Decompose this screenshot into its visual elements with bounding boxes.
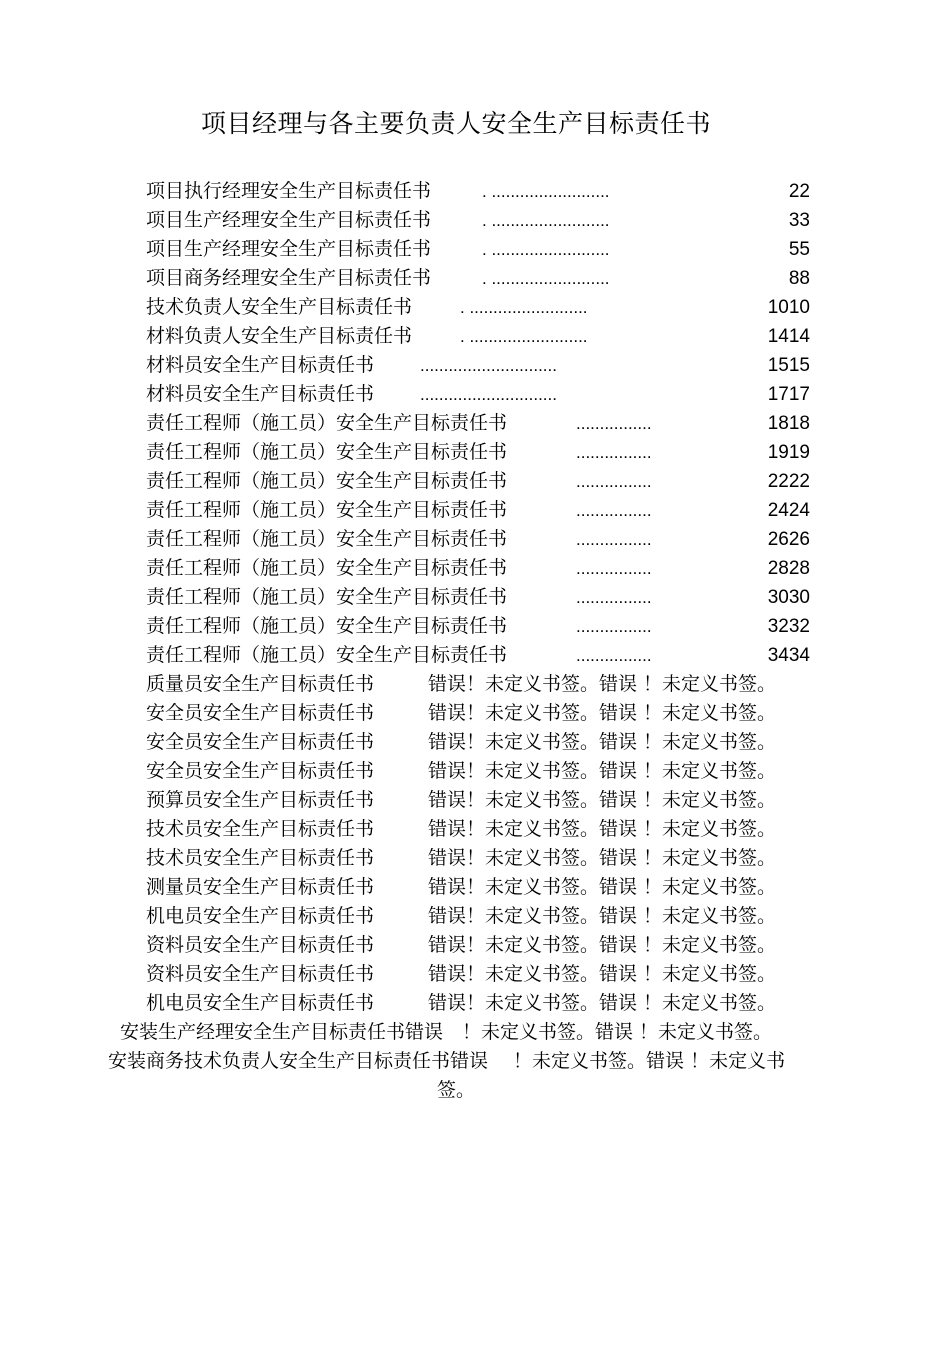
toc-entry-label: 责任工程师（施工员）安全生产目标责任书: [146, 586, 508, 608]
toc-entry-error-text: 错误！未定义书签。错误 ！未定义书签。: [428, 905, 777, 927]
toc-tail-text: 安装生产经理安全生产目标责任书错误 ！未定义书签。错误 ！未定义书签。: [120, 1021, 773, 1043]
toc-entry-error-text: 错误！未定义书签。错误 ！未定义书签。: [428, 760, 777, 782]
toc-entry-label: 项目商务经理安全生产目标责任书: [146, 267, 432, 289]
toc-error-entry[interactable]: [0, 815, 950, 844]
document-title: 项目经理与各主要负责人安全生产目标责任书: [200, 109, 711, 138]
toc-entry-leader: ................: [576, 617, 652, 636]
toc-entry-leader: . .........................: [482, 211, 610, 230]
toc-entry-error-text: 错误！未定义书签。错误 ！未定义书签。: [428, 818, 777, 840]
toc-entry-leader: ................: [576, 646, 652, 665]
toc-entry-label: 责任工程师（施工员）安全生产目标责任书: [146, 644, 508, 666]
toc-error-entry[interactable]: [0, 931, 950, 960]
toc-entry-leader: . .........................: [482, 240, 610, 259]
toc-entry-page-number: 1818: [767, 413, 810, 434]
toc-error-entry[interactable]: [0, 728, 950, 757]
toc-entry[interactable]: [0, 322, 950, 351]
toc-entry-label: 预算员安全生产目标责任书: [146, 789, 375, 811]
toc-entry-label: 责任工程师（施工员）安全生产目标责任书: [146, 557, 508, 579]
toc-entry-page-number: 2222: [767, 471, 810, 492]
toc-entry-leader: . .........................: [482, 269, 610, 288]
toc-entry-label: 安全员安全生产目标责任书: [146, 760, 375, 782]
toc-entry-page-number: 1919: [767, 442, 810, 463]
toc-entry[interactable]: [0, 525, 950, 554]
toc-entry-page-number: 3434: [767, 645, 810, 666]
toc-entry-page-number: 22: [788, 181, 810, 202]
toc-tail-text: 签。: [436, 1079, 475, 1101]
toc-error-entry[interactable]: [0, 786, 950, 815]
toc-error-entry[interactable]: [0, 873, 950, 902]
toc-entry[interactable]: [0, 264, 950, 293]
toc-entry-error-text: 错误！未定义书签。错误 ！未定义书签。: [428, 789, 777, 811]
toc-entry-page-number: 3030: [767, 587, 810, 608]
toc-entry-label: 材料负责人安全生产目标责任书: [146, 325, 413, 347]
toc-entry-label: 责任工程师（施工员）安全生产目标责任书: [146, 441, 508, 463]
toc-entry-label: 责任工程师（施工员）安全生产目标责任书: [146, 412, 508, 434]
toc-entry-page-number: 88: [788, 268, 810, 289]
toc-entry[interactable]: [0, 206, 950, 235]
toc-entry-error-text: 错误！未定义书签。错误 ！未定义书签。: [428, 934, 777, 956]
toc-entry-leader: ................: [576, 414, 652, 433]
toc-entry-page-number: 2424: [767, 500, 810, 521]
toc-entry[interactable]: [0, 641, 950, 670]
toc-error-entry[interactable]: [0, 844, 950, 873]
toc-entry-label: 项目执行经理安全生产目标责任书: [146, 180, 432, 202]
toc-entry-label: 安全员安全生产目标责任书: [146, 731, 375, 753]
toc-entry[interactable]: [0, 293, 950, 322]
toc-entry-leader: ................: [576, 559, 652, 578]
toc-entry-label: 项目生产经理安全生产目标责任书: [146, 209, 432, 231]
toc-error-entry[interactable]: [0, 699, 950, 728]
toc-entry[interactable]: [0, 496, 950, 525]
toc-entry-error-text: 错误！未定义书签。错误 ！未定义书签。: [428, 963, 777, 985]
toc-error-entry[interactable]: [0, 902, 950, 931]
toc-entry-error-text: 错误！未定义书签。错误 ！未定义书签。: [428, 992, 777, 1014]
toc-entry-page-number: 1010: [767, 297, 810, 318]
toc-entry-error-text: 错误！未定义书签。错误 ！未定义书签。: [428, 673, 777, 695]
toc-entry-leader: . .........................: [460, 327, 588, 346]
toc-entry-page-number: 1717: [767, 384, 810, 405]
toc-entry-page-number: 2828: [767, 558, 810, 579]
toc-error-entry[interactable]: [0, 989, 950, 1018]
toc-error-entry[interactable]: [0, 960, 950, 989]
toc-entry-label: 技术员安全生产目标责任书: [146, 847, 375, 869]
toc-entry-label: 技术员安全生产目标责任书: [146, 818, 375, 840]
toc-error-entry[interactable]: [0, 757, 950, 786]
toc-entry-label: 项目生产经理安全生产目标责任书: [146, 238, 432, 260]
toc-entry[interactable]: [0, 467, 950, 496]
toc-entry-leader: ................: [576, 501, 652, 520]
toc-entry-label: 责任工程师（施工员）安全生产目标责任书: [146, 470, 508, 492]
toc-tail-text: 安装商务技术负责人安全生产目标责任书错误 ！未定义书签。错误 ！未定义书: [108, 1050, 786, 1072]
toc-entry-page-number: 2626: [767, 529, 810, 550]
toc-entry-label: 资料员安全生产目标责任书: [146, 963, 375, 985]
toc-tail-line-3: [0, 1076, 950, 1105]
toc-entry-label: 责任工程师（施工员）安全生产目标责任书: [146, 499, 508, 521]
toc-entry-label: 测量员安全生产目标责任书: [146, 876, 375, 898]
toc-entry-label: 技术负责人安全生产目标责任书: [146, 296, 413, 318]
toc-entry-label: 材料员安全生产目标责任书: [146, 383, 375, 405]
toc-entry[interactable]: [0, 583, 950, 612]
toc-entry-page-number: 33: [788, 210, 810, 231]
toc-entry-label: 机电员安全生产目标责任书: [146, 992, 375, 1014]
table-of-contents: [0, 177, 950, 1018]
toc-entry-label: 材料员安全生产目标责任书: [146, 354, 375, 376]
toc-entry[interactable]: [0, 351, 950, 380]
toc-entry-error-text: 错误！未定义书签。错误 ！未定义书签。: [428, 876, 777, 898]
toc-entry-leader: .............................: [420, 356, 557, 375]
toc-entry-label: 责任工程师（施工员）安全生产目标责任书: [146, 615, 508, 637]
toc-entry[interactable]: [0, 438, 950, 467]
toc-entry-leader: . .........................: [482, 182, 610, 201]
toc-entry-page-number: 1414: [767, 326, 810, 347]
toc-entry-error-text: 错误！未定义书签。错误 ！未定义书签。: [428, 702, 777, 724]
toc-entry-label: 资料员安全生产目标责任书: [146, 934, 375, 956]
toc-entry-page-number: 3232: [767, 616, 810, 637]
toc-entry[interactable]: [0, 409, 950, 438]
toc-entry-leader: .............................: [420, 385, 557, 404]
toc-entry-error-text: 错误！未定义书签。错误 ！未定义书签。: [428, 731, 777, 753]
toc-error-entry[interactable]: [0, 670, 950, 699]
toc-entry[interactable]: [0, 380, 950, 409]
toc-entry-error-text: 错误！未定义书签。错误 ！未定义书签。: [428, 847, 777, 869]
toc-entry[interactable]: [0, 235, 950, 264]
toc-entry-page-number: 55: [788, 239, 810, 260]
toc-entry[interactable]: [0, 612, 950, 641]
toc-entry-label: 机电员安全生产目标责任书: [146, 905, 375, 927]
toc-entry-page-number: 1515: [767, 355, 810, 376]
toc-entry[interactable]: [0, 554, 950, 583]
toc-entry-label: 安全员安全生产目标责任书: [146, 702, 375, 724]
toc-entry-leader: ................: [576, 588, 652, 607]
toc-entry[interactable]: [0, 177, 950, 206]
toc-entry-leader: ................: [576, 443, 652, 462]
toc-entry-leader: . .........................: [460, 298, 588, 317]
toc-entry-leader: ................: [576, 472, 652, 491]
toc-entry-leader: ................: [576, 530, 652, 549]
toc-entry-label: 责任工程师（施工员）安全生产目标责任书: [146, 528, 508, 550]
toc-entry-label: 质量员安全生产目标责任书: [146, 673, 375, 695]
